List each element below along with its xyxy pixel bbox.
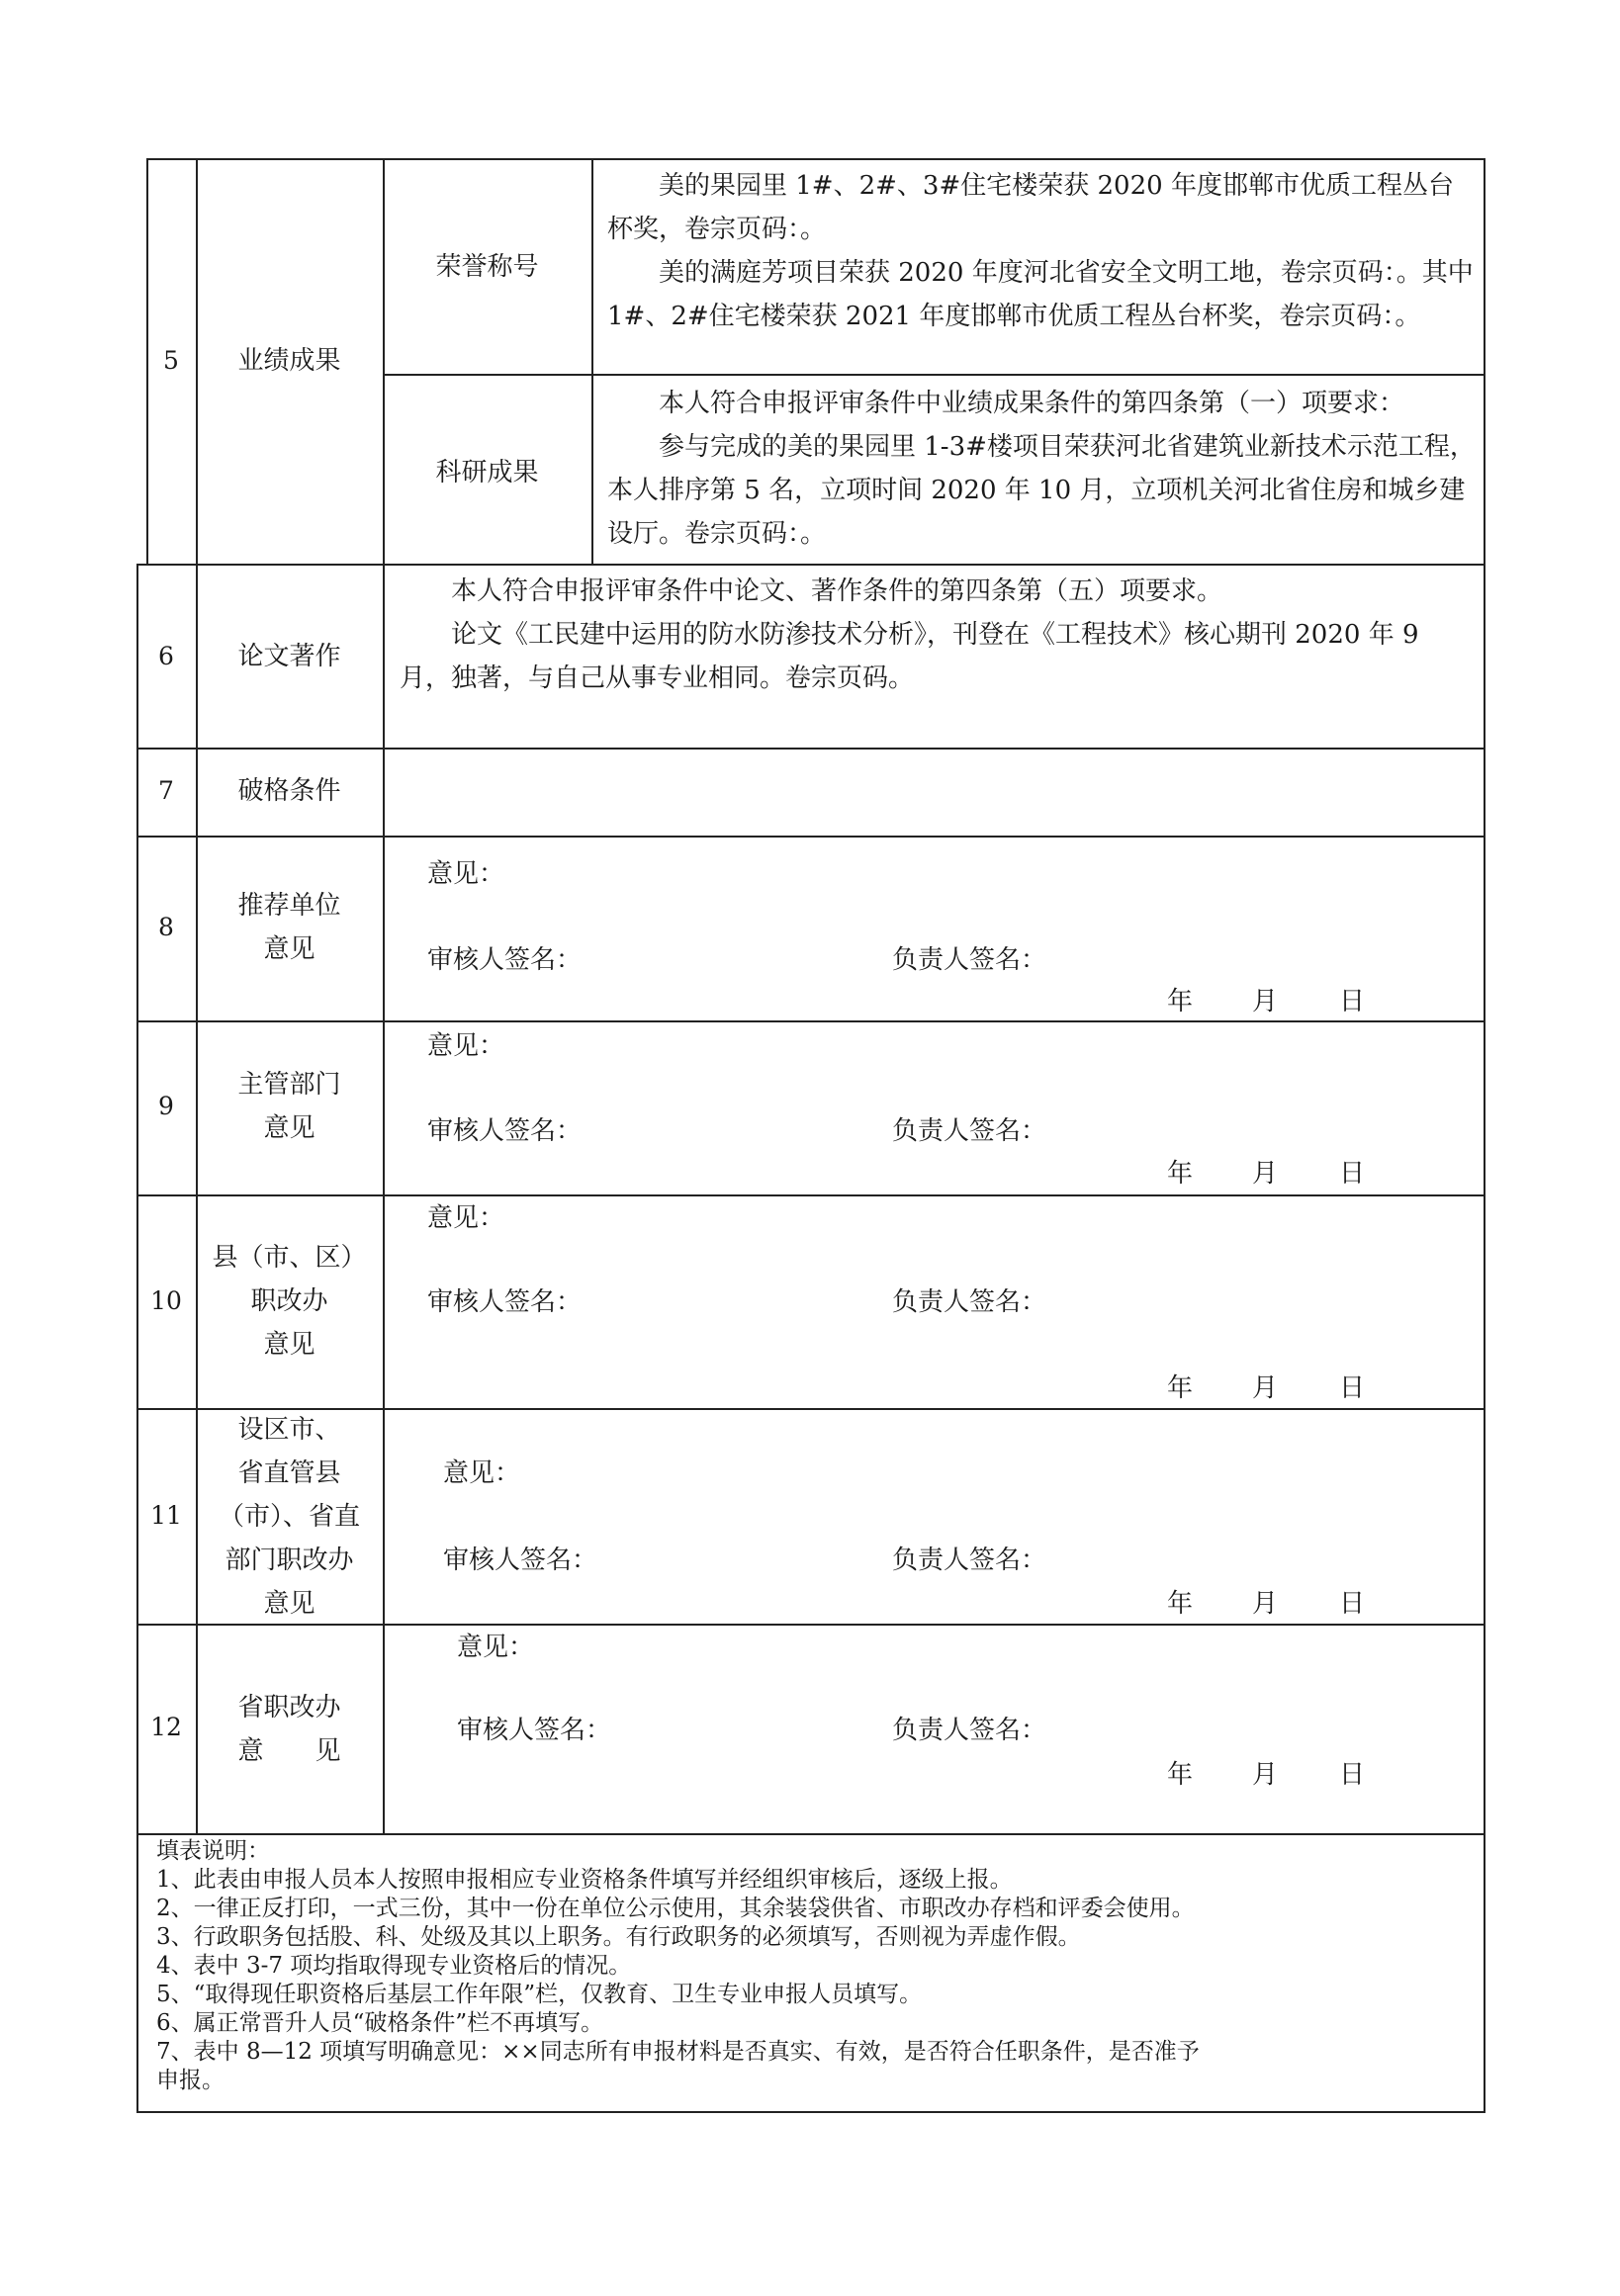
row-label-line: 县（市、区） (212, 1243, 367, 1273)
sub-label-honors: 荣誉称号 (435, 252, 539, 282)
date-month: 月 (1252, 1159, 1279, 1189)
date-month: 月 (1252, 987, 1279, 1016)
instruction-item: 3、行政职务包括股、科、处级及其以上职务。有行政职务的必须填写，否则视为弄虚作假。 (156, 1924, 1081, 1950)
reviewer-signature-label: 审核人签名： (457, 1716, 612, 1745)
col-divider (1484, 158, 1485, 2112)
opinion-label: 意见： (427, 1203, 505, 1233)
date-day: 日 (1339, 1373, 1366, 1403)
opinion-label: 意见： (443, 1458, 521, 1488)
row-divider (136, 1194, 1485, 1196)
row-number: 5 (163, 346, 179, 375)
sub-label-research: 科研成果 (435, 458, 539, 487)
date-day: 日 (1339, 987, 1366, 1016)
col-divider (591, 158, 593, 564)
row-divider (136, 564, 1485, 566)
row-number: 8 (158, 913, 174, 941)
date-month: 月 (1252, 1373, 1279, 1403)
leader-signature-label: 负责人签名： (892, 1116, 1047, 1146)
row-label-line: 设区市、 (237, 1415, 341, 1445)
paper-para-2: 论文《工民建中运用的防水防渗技术分析》，刊登在《工程技术》核心期刊 2020 年 9 月，独著，与自己从事专业相同。卷宗页码。 (400, 620, 1419, 693)
row-label-line: 意见 (263, 1330, 315, 1360)
leader-signature-label: 负责人签名： (892, 1287, 1047, 1317)
leader-signature-label: 负责人签名： (892, 1545, 1047, 1575)
row-divider (136, 1020, 1485, 1022)
date-year: 年 (1167, 1589, 1194, 1619)
reviewer-signature-label: 审核人签名： (427, 945, 583, 975)
instruction-item: 1、此表由申报人员本人按照申报相应专业资格条件填写并经组织审核后，逐级上报。 (156, 1867, 1013, 1893)
row-number: 9 (158, 1092, 174, 1120)
instruction-item: 2、一律正反打印，一式三份，其中一份在单位公示使用，其余装袋供省、市职改办存档和评委会使用。 (156, 1896, 1195, 1921)
reviewer-signature-label: 审核人签名： (443, 1545, 598, 1575)
honors-para-2: 美的满庭芳项目荣获 2020 年度河北省安全文明工地，卷宗页码：。其中 1#、2#住宅楼荣获 2021 年度邯郸市优质工程丛台杯奖，卷宗页码：。 (607, 258, 1474, 331)
row-divider (136, 2111, 1485, 2113)
form-instructions (156, 1837, 1482, 2095)
row-label: 业绩成果 (237, 346, 341, 376)
date-year: 年 (1167, 1760, 1194, 1790)
opinion-label: 意见： (427, 1031, 505, 1061)
leader-signature-label: 负责人签名： (892, 1716, 1047, 1745)
row-label-line: （市）、省直 (218, 1502, 360, 1532)
row-label-line: 省直管县 (237, 1458, 341, 1488)
row-divider (146, 158, 1485, 160)
date-day: 日 (1339, 1589, 1366, 1619)
row-number: 7 (158, 776, 174, 805)
row-label: 破格条件 (237, 776, 341, 806)
row-label-line: 职改办 (250, 1286, 328, 1316)
row-label-line: 意见 (263, 1113, 315, 1143)
row-label-line: 意见 (263, 1589, 315, 1619)
date-month: 月 (1252, 1589, 1279, 1619)
opinion-label: 意见： (457, 1633, 535, 1662)
row-number: 6 (158, 642, 174, 670)
reviewer-signature-label: 审核人签名： (427, 1287, 583, 1317)
row-divider (383, 374, 1485, 376)
leader-signature-label: 负责人签名： (892, 945, 1047, 975)
row-label-line: 意见 (263, 934, 315, 964)
date-day: 日 (1339, 1159, 1366, 1189)
research-para-1: 本人符合申报评审条件中业绩成果条件的第四条第（一）项要求： (659, 389, 1405, 418)
row-number: 12 (150, 1713, 182, 1741)
instruction-item: 6、属正常晋升人员“破格条件”栏不再填写。 (156, 2010, 604, 2036)
row-label-line: 意 见 (237, 1736, 341, 1766)
row-divider (136, 836, 1485, 838)
instruction-item: 5、“取得现任职资格后基层工作年限”栏，仅教育、卫生专业申报人员填写。 (156, 1982, 923, 2007)
research-para-2: 参与完成的美的果园里 1-3#楼项目荣获河北省建筑业新技术示范工程，本人排序第 5 名，立项时间 2020 年 10 月，立项机关河北省住房和城乡建设厅。卷宗页码：。 (607, 432, 1476, 549)
row-label-line: 部门职改办 (225, 1545, 354, 1575)
paper-para-1: 本人符合申报评审条件中论文、著作条件的第四条第（五）项要求。 (451, 576, 1223, 606)
row-number: 10 (150, 1286, 182, 1315)
row-divider (136, 748, 1485, 750)
date-year: 年 (1167, 987, 1194, 1016)
row-label: 论文著作 (237, 642, 341, 671)
date-month: 月 (1252, 1760, 1279, 1790)
row-label-line: 省职改办 (237, 1693, 341, 1722)
instruction-item: 7、表中 8—12 项填写明确意见：××同志所有申报材料是否真实、有效，是否符合任职条件，是否准予 (156, 2039, 1200, 2065)
honors-para-1: 美的果园里 1#、2#、3#住宅楼荣获 2020 年度邯郸市优质工程丛台杯奖，卷宗页码：。 (607, 171, 1454, 244)
instructions-title: 填表说明： (156, 1838, 270, 1864)
row-number: 11 (150, 1501, 182, 1530)
row-divider (136, 1833, 1485, 1835)
exception-field[interactable] (396, 769, 1474, 813)
instruction-item: 4、表中 3-7 项均指取得现专业资格后的情况。 (156, 1953, 632, 1979)
row-label-line: 推荐单位 (237, 891, 341, 921)
col-divider (383, 158, 385, 1833)
reviewer-signature-label: 审核人签名： (427, 1116, 583, 1146)
row-label-line: 主管部门 (237, 1070, 341, 1100)
date-day: 日 (1339, 1760, 1366, 1790)
date-year: 年 (1167, 1373, 1194, 1403)
opinion-label: 意见： (427, 859, 505, 889)
instruction-item: 申报。 (156, 2068, 225, 2093)
date-year: 年 (1167, 1159, 1194, 1189)
